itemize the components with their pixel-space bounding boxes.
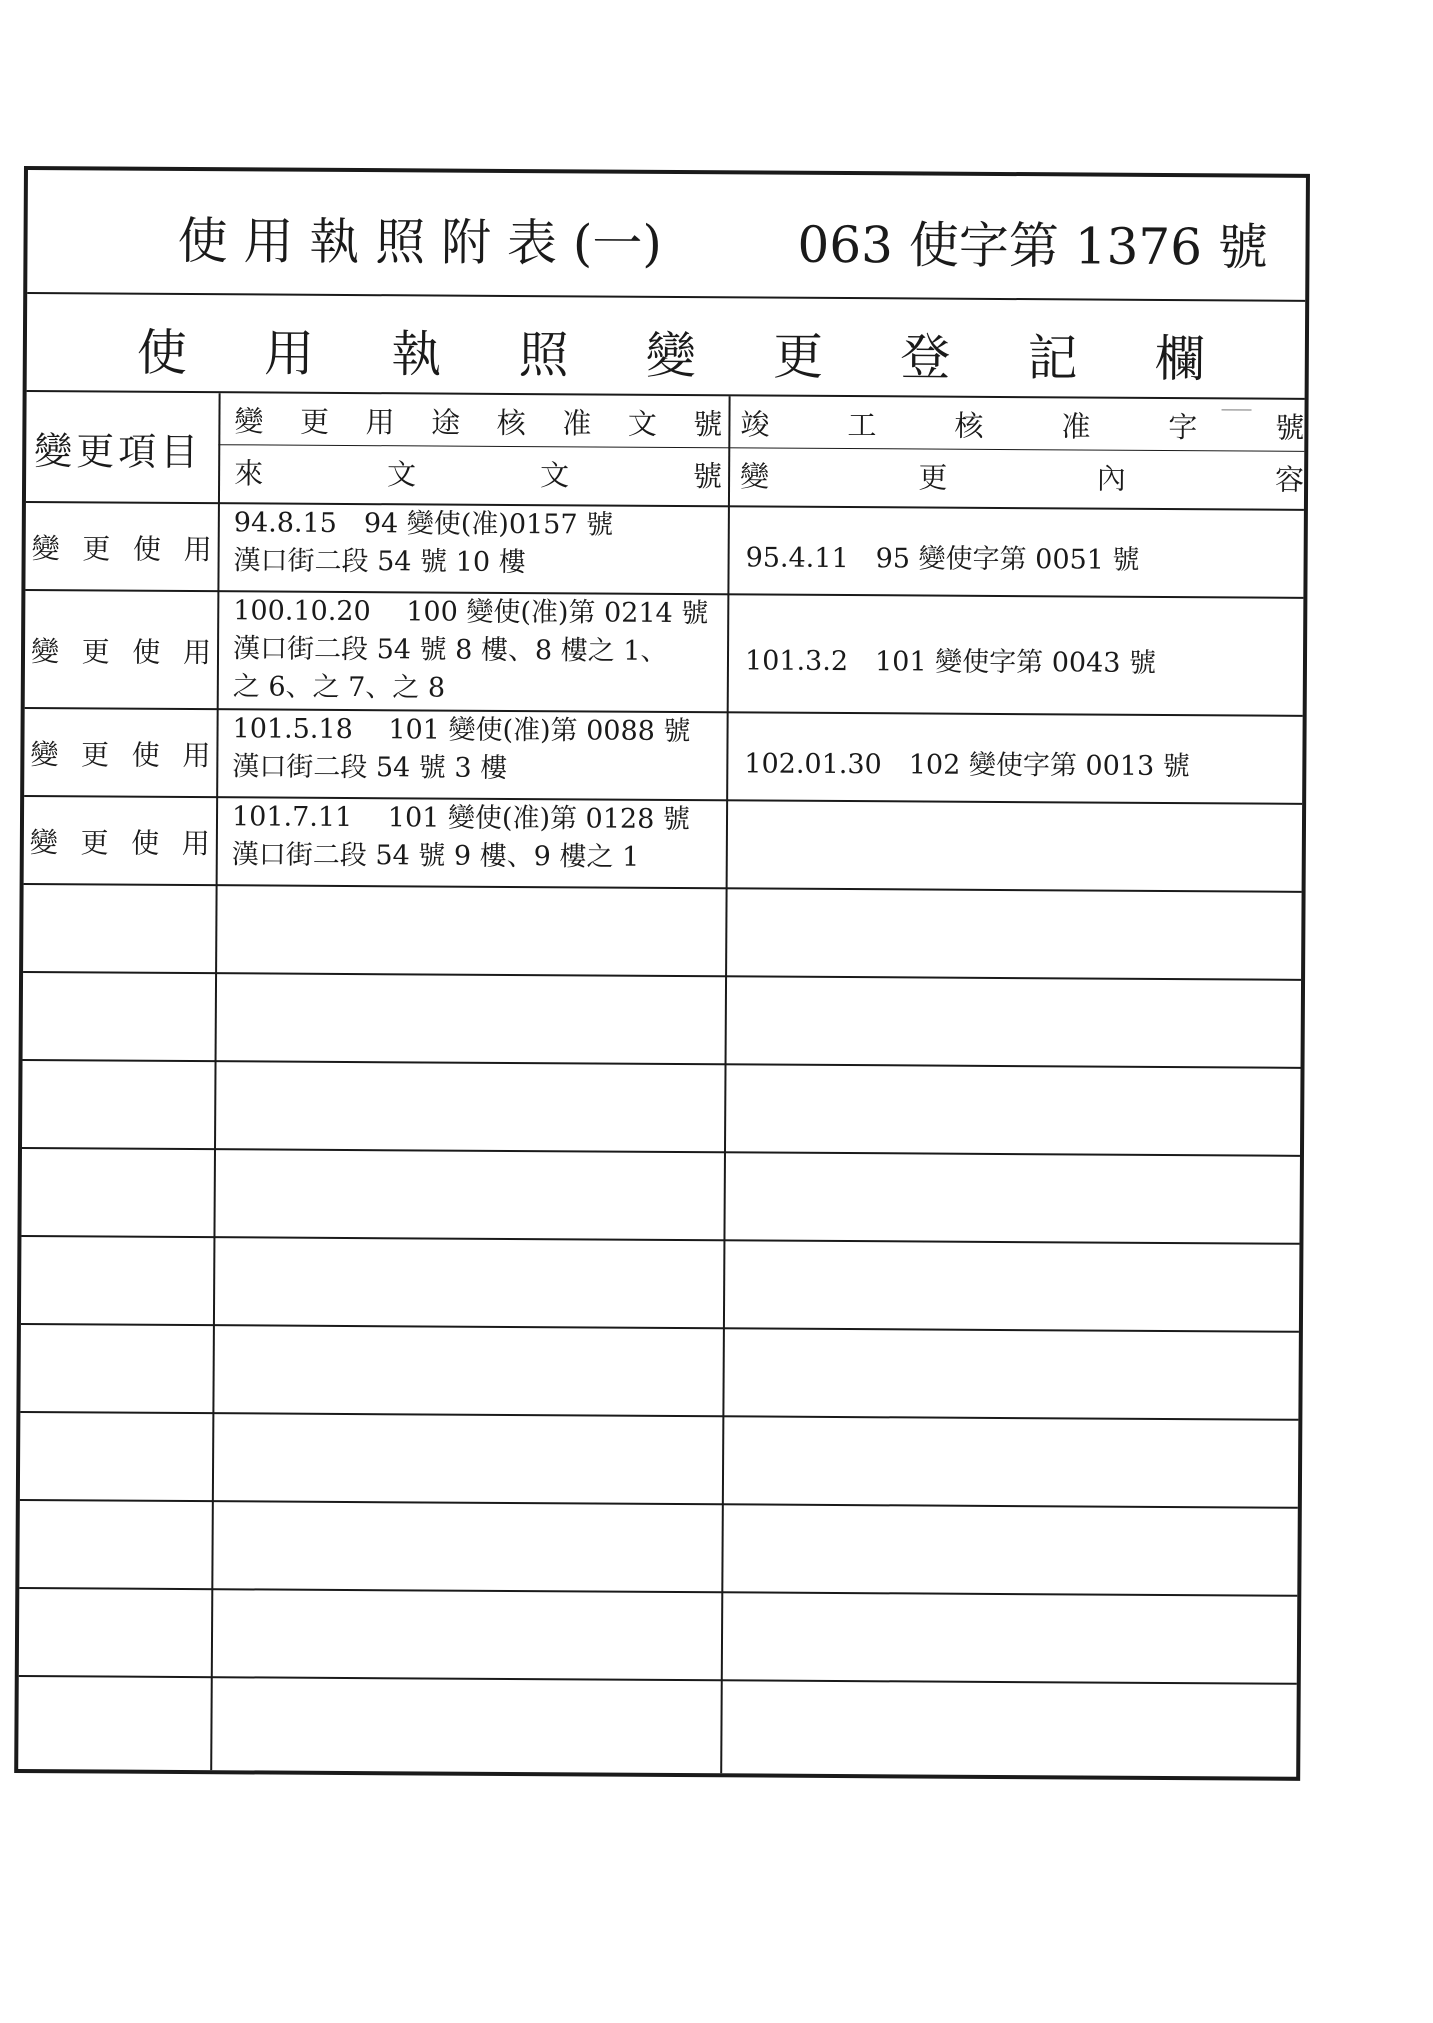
record-item-char: 變 xyxy=(30,635,60,669)
approval-doc-line: 漢口街二段 54 號 10 樓 xyxy=(233,545,526,579)
incoming-doc-header-char: 文 xyxy=(387,457,417,492)
approval-doc-line: 之 6、之 7、之 8 xyxy=(232,671,446,704)
banner-char: 照 xyxy=(518,326,569,385)
approval-doc-line: 94.8.15 94 變使(准)0157 號 xyxy=(233,507,614,541)
approval-doc-line: 漢口街二段 54 號 8 樓、8 樓之 1、 xyxy=(232,633,668,667)
empty-row xyxy=(20,1411,1299,1507)
form-title-row xyxy=(27,170,1306,302)
approval-doc-header-char: 文 xyxy=(627,406,657,441)
approval-doc-header-char: 准 xyxy=(562,406,592,441)
record-item-char: 用 xyxy=(181,826,210,861)
record-item-char: 更 xyxy=(82,532,111,566)
approval-doc-line: 漢口街二段 54 號 3 樓 xyxy=(232,751,508,784)
completion-no-header-char: 工 xyxy=(847,408,877,443)
banner-char: 記 xyxy=(1027,329,1078,388)
record-row xyxy=(25,589,1304,715)
change-content-header-char: 更 xyxy=(918,460,948,495)
record-item-char: 變 xyxy=(31,532,60,566)
record-item-char: 變 xyxy=(30,738,59,772)
completion-no-header-char: 核 xyxy=(954,408,984,443)
approval-doc-header-char: 號 xyxy=(693,407,723,442)
change-content-header-char: 容 xyxy=(1274,462,1305,497)
empty-row xyxy=(18,1675,1297,1771)
stray-mark xyxy=(1222,409,1252,410)
section-banner-row xyxy=(27,294,1306,400)
incoming-doc-header-char: 文 xyxy=(539,458,570,493)
change-content-header-char: 內 xyxy=(1096,461,1126,496)
incoming-doc-header-char: 來 xyxy=(234,456,264,491)
banner-char: 使 xyxy=(136,323,188,382)
banner-char: 更 xyxy=(772,327,824,386)
record-item-char: 更 xyxy=(81,635,110,669)
record-item-char: 變 xyxy=(29,826,58,860)
banner-char: 用 xyxy=(263,324,315,383)
approval-doc-header-char: 變 xyxy=(234,404,264,439)
record-item xyxy=(30,733,210,774)
record-item-char: 用 xyxy=(183,532,212,567)
approval-doc-line: 101.7.11 101 變使(准)第 0128 號 xyxy=(231,801,691,836)
completion-no-header-char: 號 xyxy=(1275,410,1305,445)
completion-no-header-char: 字 xyxy=(1168,409,1198,445)
column-header-approval-doc xyxy=(234,399,722,446)
empty-row xyxy=(21,1147,1300,1243)
approval-doc-cell xyxy=(232,710,732,789)
license-number: 063 使字第 1376 號 xyxy=(797,215,1269,277)
completion-cell: 102.01.30 102 變使字第 0013 號 xyxy=(744,748,1190,783)
empty-row xyxy=(23,971,1302,1067)
banner-char: 欄 xyxy=(1154,329,1206,389)
approval-doc-line: 101.5.18 101 變使(准)第 0088 號 xyxy=(232,713,691,748)
empty-row xyxy=(19,1587,1298,1683)
completion-cell xyxy=(744,829,1304,832)
completion-no-header-char: 准 xyxy=(1061,409,1091,444)
column-header-item: 變更項目 xyxy=(34,429,203,475)
record-item-char: 更 xyxy=(80,738,110,772)
empty-row xyxy=(19,1499,1298,1595)
approval-doc-cell xyxy=(233,592,734,709)
approval-doc-header-char: 途 xyxy=(431,405,461,440)
record-row xyxy=(25,501,1304,597)
change-registration-form xyxy=(14,166,1310,1781)
approval-doc-line: 100.10.20 100 變使(准)第 0214 號 xyxy=(233,595,709,630)
record-row xyxy=(24,795,1303,891)
change-content-header-char: 變 xyxy=(740,459,770,494)
record-item-char: 使 xyxy=(132,635,161,669)
record-row xyxy=(24,707,1303,803)
completion-cell: 95.4.11 95 變使字第 0051 號 xyxy=(745,542,1140,576)
column-header-change-content xyxy=(740,454,1304,501)
form-title: 使 用 執 照 附 表 (一) xyxy=(177,211,663,273)
incoming-doc-header-char: 號 xyxy=(692,459,723,494)
column-header-incoming-doc xyxy=(234,451,722,498)
banner-char: 變 xyxy=(645,326,697,386)
banner-char: 登 xyxy=(900,328,951,387)
record-item-char: 用 xyxy=(182,635,212,670)
record-item xyxy=(30,821,210,862)
completion-no-header-char: 竣 xyxy=(740,407,770,442)
banner-char: 執 xyxy=(391,325,442,384)
empty-row xyxy=(21,1235,1300,1331)
record-item-char: 使 xyxy=(131,738,160,772)
approval-doc-line: 漢口街二段 54 號 9 樓、9 樓之 1 xyxy=(231,839,640,873)
column-header-completion-no xyxy=(740,402,1304,449)
approval-doc-cell xyxy=(233,504,733,583)
record-item-char: 更 xyxy=(80,826,109,860)
record-item xyxy=(32,527,212,568)
approval-doc-header-char: 核 xyxy=(496,405,526,441)
completion-cell: 101.3.2 101 變使字第 0043 號 xyxy=(744,645,1157,679)
section-banner xyxy=(137,313,1205,392)
approval-doc-cell xyxy=(232,798,732,877)
approval-doc-header-char: 更 xyxy=(299,404,330,439)
record-item xyxy=(31,630,211,671)
record-item-char: 使 xyxy=(131,826,160,860)
empty-row xyxy=(23,883,1302,979)
record-item-char: 用 xyxy=(182,738,211,773)
empty-row xyxy=(22,1059,1301,1155)
approval-doc-header-char: 用 xyxy=(365,405,395,440)
empty-row xyxy=(20,1323,1299,1419)
record-item-char: 使 xyxy=(132,532,162,566)
